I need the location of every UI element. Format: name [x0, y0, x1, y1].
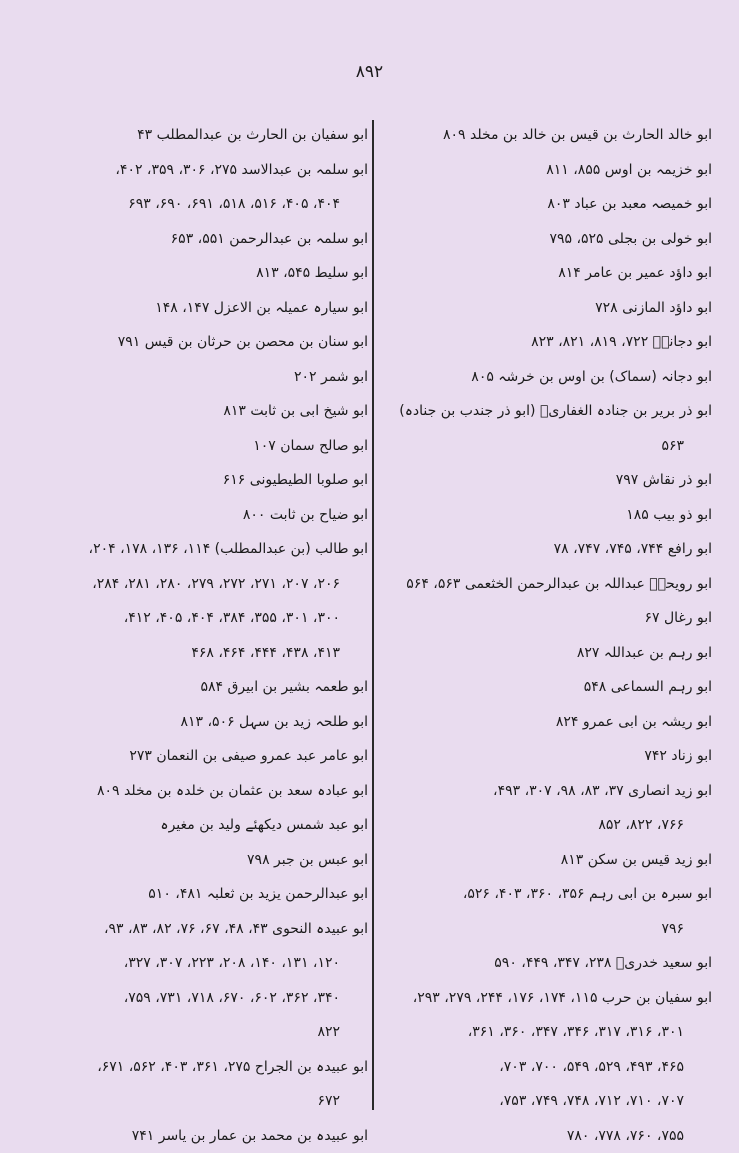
index-entry: [28, 463, 368, 498]
index-entry-continuation: ۷۹۶: [382, 912, 712, 947]
index-entry-continuation: ۴۰۴، ۴۰۵، ۵۱۶، ۵۱۸، ۶۹۱، ۶۹۰، ۶۹۳: [28, 187, 368, 222]
index-entry-continuation: ۵۶۳: [382, 429, 712, 464]
index-entry: [28, 360, 368, 395]
index-entry-line: ابو ذو بیب ۱۸۵: [382, 498, 712, 533]
index-entry: [28, 153, 368, 222]
index-entry: [382, 532, 712, 567]
index-entry-line: ابو سفیان بن حرب ۱۱۵، ۱۷۴، ۱۷۶، ۲۴۴، ۲۷۹، ۲۹۳،: [382, 981, 712, 1016]
index-entry-continuation: ۷۵۵، ۷۶۰، ۷۷۸، ۷۸۰: [382, 1119, 712, 1153]
index-entry: [382, 325, 712, 360]
index-entry: [382, 705, 712, 740]
index-entry: [382, 601, 712, 636]
index-entry-line: ابو سفیان بن الحارث بن عبدالمطلب ۴۳: [28, 118, 368, 153]
index-column-left: [28, 118, 368, 1153]
index-entry: [28, 394, 368, 429]
page-number: ۸۹۲: [0, 62, 739, 82]
index-entry: [28, 808, 368, 843]
index-entry-continuation: ۳۴۰، ۳۶۲، ۶۰۲، ۶۷۰، ۷۱۸، ۷۳۱، ۷۵۹،: [28, 981, 368, 1016]
index-entry: [28, 912, 368, 1050]
index-entry-line: ابو داؤد عمیر بن عامر ۸۱۴: [382, 256, 712, 291]
index-entry: [382, 567, 712, 602]
index-entry-continuation: ۳۰۱، ۳۱۶، ۳۱۷، ۳۴۶، ۳۴۷، ۳۶۰، ۳۶۱،: [382, 1015, 712, 1050]
index-entry-line: ابو سنان بن محصن بن حرثان بن قیس ۷۹۱: [28, 325, 368, 360]
index-entry: [28, 1050, 368, 1119]
index-entry-line: ابو دجانہ (سماک) بن اوس بن خرشہ ۸۰۵: [382, 360, 712, 395]
index-entry: [28, 1119, 368, 1153]
index-entry-line: ابو عبد شمس دیکھئے ولید بن مغیرہ: [28, 808, 368, 843]
index-entry-line: ابو سلمہ بن عبدالرحمن ۵۵۱، ۶۵۳: [28, 222, 368, 257]
index-entry-line: ابو زید قیس بن سکن ۸۱۳: [382, 843, 712, 878]
index-entry: [28, 118, 368, 153]
index-entry: [382, 187, 712, 222]
index-entry-line: ابو دجانہؓ ۷۲۲، ۸۱۹، ۸۲۱، ۸۲۳: [382, 325, 712, 360]
index-entry: [382, 118, 712, 153]
index-entry: [28, 670, 368, 705]
index-entry-line: ابو رہم السماعی ۵۴۸: [382, 670, 712, 705]
index-entry: [382, 981, 712, 1153]
index-entry: [28, 256, 368, 291]
index-entry-line: ابو صلوبا الطیطیونی ۶۱۶: [28, 463, 368, 498]
index-entry-line: ابو عبیدہ بن محمد بن عمار بن یاسر ۷۴۱: [28, 1119, 368, 1153]
index-entry-continuation: ۸۲۲: [28, 1015, 368, 1050]
index-entry-line: ابو طلحہ زید بن سہل ۵۰۶، ۸۱۳: [28, 705, 368, 740]
index-entry-line: ابو خمیصہ معبد بن عباد ۸۰۳: [382, 187, 712, 222]
index-entry-continuation: ۴۶۵، ۴۹۳، ۵۲۹، ۵۴۹، ۷۰۰، ۷۰۳،: [382, 1050, 712, 1085]
index-entry: [28, 705, 368, 740]
index-entry: [382, 843, 712, 878]
index-entry: [382, 463, 712, 498]
index-entry-line: ابو سبرہ بن ابی رہم ۳۵۶، ۳۶۰، ۴۰۳، ۵۲۶،: [382, 877, 712, 912]
index-entry: [28, 739, 368, 774]
index-entry-line: ابو صالح سمان ۱۰۷: [28, 429, 368, 464]
index-entry-line: ابو زید انصاری ۳۷، ۸۳، ۹۸، ۳۰۷، ۴۹۳،: [382, 774, 712, 809]
index-entry-line: ابو سلیط ۵۴۵، ۸۱۳: [28, 256, 368, 291]
index-entry: [382, 946, 712, 981]
index-entry-line: ابو سعید خدریؓ ۲۳۸، ۳۴۷، ۴۴۹، ۵۹۰: [382, 946, 712, 981]
index-entry-line: ابو عبادہ سعد بن عثمان بن خلدہ بن مخلد ۸۰۹: [28, 774, 368, 809]
index-entry: [382, 360, 712, 395]
index-entry: [28, 291, 368, 326]
index-entry-line: ابو عبیدہ النحوی ۴۳، ۴۸، ۶۷، ۷۶، ۸۲، ۸۳، ۹۳،: [28, 912, 368, 947]
index-entry: [382, 877, 712, 946]
index-entry-continuation: ۳۰۰، ۳۰۱، ۳۵۵، ۳۸۴، ۴۰۴، ۴۰۵، ۴۱۲،: [28, 601, 368, 636]
index-entry-continuation: ۱۲۰، ۱۳۱، ۱۴۰، ۲۰۸، ۲۲۳، ۳۰۷، ۳۲۷،: [28, 946, 368, 981]
index-entry-line: ابو طعمہ بشیر بن ابیرق ۵۸۴: [28, 670, 368, 705]
index-entry: [382, 256, 712, 291]
index-entry: [382, 291, 712, 326]
index-entry-line: ابو عبس بن جبر ۷۹۸: [28, 843, 368, 878]
index-column-right: [382, 118, 712, 1153]
index-entry: [28, 877, 368, 912]
index-entry-continuation: ۴۱۳، ۴۳۸، ۴۴۴، ۴۶۴، ۴۶۸: [28, 636, 368, 671]
index-entry-line: ابو شمر ۲۰۲: [28, 360, 368, 395]
index-entry-continuation: ۲۰۶، ۲۰۷، ۲۷۱، ۲۷۲، ۲۷۹، ۲۸۰، ۲۸۱، ۲۸۴،: [28, 567, 368, 602]
index-entry: [28, 498, 368, 533]
index-entry: [382, 498, 712, 533]
index-entry: [382, 153, 712, 188]
index-entry-line: ابو ذر نقاش ۷۹۷: [382, 463, 712, 498]
index-entry-line: ابو داؤد المازنی ۷۲۸: [382, 291, 712, 326]
index-entry: [28, 843, 368, 878]
index-entry: [382, 222, 712, 257]
column-divider: [372, 120, 374, 1110]
index-entry: [382, 739, 712, 774]
index-entry-continuation: ۷۰۷، ۷۱۰، ۷۱۲، ۷۴۸، ۷۴۹، ۷۵۳،: [382, 1084, 712, 1119]
index-entry-line: ابو ضیاح بن ثابت ۸۰۰: [28, 498, 368, 533]
index-entry: [28, 429, 368, 464]
index-entry-line: ابو رافع ۷۴۴، ۷۴۵، ۷۴۷، ۷۸: [382, 532, 712, 567]
index-entry: [382, 394, 712, 463]
index-entry: [382, 670, 712, 705]
index-entry-line: ابو خزیمہ بن اوس ۸۵۵، ۸۱۱: [382, 153, 712, 188]
index-entry-line: ابو ریشہ بن ابی عمرو ۸۲۴: [382, 705, 712, 740]
index-entry-line: ابو سلمہ بن عبدالاسد ۲۷۵، ۳۰۶، ۳۵۹، ۴۰۲،: [28, 153, 368, 188]
index-entry-line: ابو رغال ۶۷: [382, 601, 712, 636]
index-entry-line: ابو طالب (بن عبدالمطلب) ۱۱۴، ۱۳۶، ۱۷۸، ۲۰۴،: [28, 532, 368, 567]
index-entry-line: ابو رہم بن عبداللہ ۸۲۷: [382, 636, 712, 671]
index-entry-line: ابو عبیدہ بن الجراح ۲۷۵، ۳۶۱، ۴۰۳، ۵۶۲، ۶۷۱،: [28, 1050, 368, 1085]
index-entry-continuation: ۶۷۲: [28, 1084, 368, 1119]
index-entry: [28, 325, 368, 360]
index-entry-line: ابو خولی بن بجلی ۵۲۵، ۷۹۵: [382, 222, 712, 257]
index-entry-line: ابو ذر بریر بن جنادہ الغفاریؓ (ابو ذر جندب بن جنادہ): [382, 394, 712, 429]
index-entry-line: ابو خالد الحارث بن قیس بن خالد بن مخلد ۸۰۹: [382, 118, 712, 153]
index-entry-line: ابو رویحہؓ عبداللہ بن عبدالرحمن الخثعمی ۵۶۳، ۵۶۴: [382, 567, 712, 602]
index-entry-line: ابو عبدالرحمن یزید بن ثعلبہ ۴۸۱، ۵۱۰: [28, 877, 368, 912]
index-entry: [382, 636, 712, 671]
index-entry: [28, 222, 368, 257]
index-entry: [28, 532, 368, 670]
index-entry-continuation: ۷۶۶، ۸۲۲، ۸۵۲: [382, 808, 712, 843]
index-entry-line: ابو شیخ ابی بن ثابت ۸۱۳: [28, 394, 368, 429]
index-entry-line: ابو عامر عبد عمرو صیفی بن النعمان ۲۷۳: [28, 739, 368, 774]
index-entry-line: ابو زناد ۷۴۲: [382, 739, 712, 774]
index-entry: [382, 774, 712, 843]
index-entry-line: ابو سیارہ عمیلہ بن الاعزل ۱۴۷، ۱۴۸: [28, 291, 368, 326]
index-entry: [28, 774, 368, 809]
